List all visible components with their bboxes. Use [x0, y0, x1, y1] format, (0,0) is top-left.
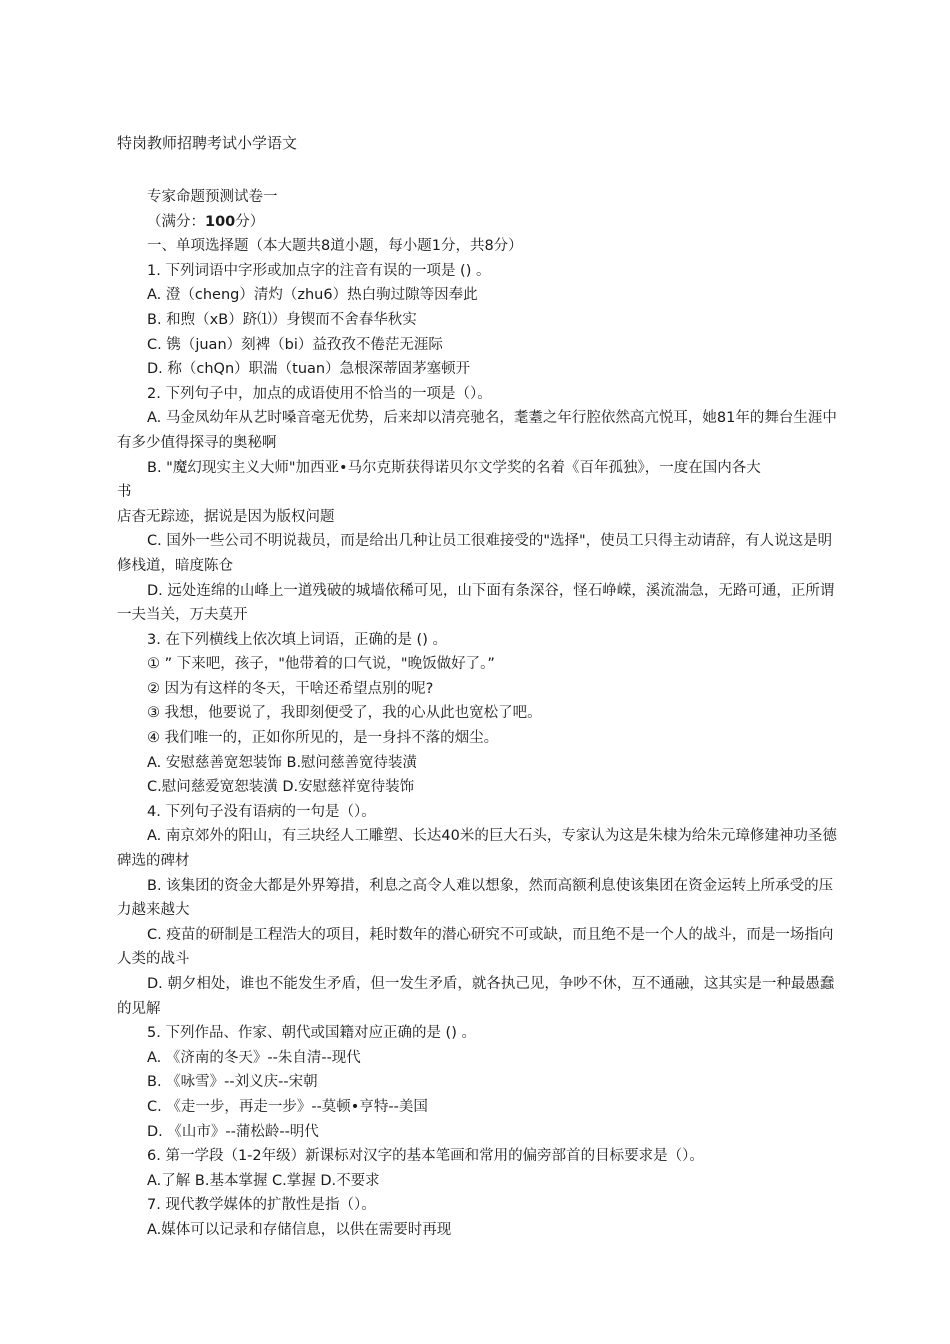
score-note: [117, 210, 837, 235]
question-3-options-ab: A. 安慰慈善宽恕装饰 B.慰问慈善宽待装潢: [147, 754, 418, 771]
question-2-option-c: C. 国外一些公司不明说裁员，而是给出几种让员工很难接受的"选择"，使员工只得主动请辞，有人说这是明修栈道，暗度陈仓: [117, 533, 833, 574]
question-4-option-b: B. 该集团的资金大都是外界筹措，利息之高令人难以想象，然而高额利息使该集团在资金运转上所承受的压力越来越大: [117, 877, 834, 919]
question-2-option-b-line3: 店杳无踪迹，据说是因为版权问题: [117, 508, 335, 525]
document-title: 特岗教师招聘考试小学语文: [117, 134, 298, 152]
score-prefix: （满分：: [147, 213, 205, 230]
question-3-sentence-2: ② 因为有这样的冬天，干啥还希望点别的呢?: [147, 680, 434, 697]
section-header: 一、单项选择题（本大题共8道小题，每小题1分，共8分）: [147, 238, 523, 255]
score-value: 100: [205, 213, 236, 230]
question-3-sentence-3: ③ 我想，他要说了，我即刻便受了，我的心从此也宽松了吧。: [147, 705, 542, 722]
document-body: [117, 185, 837, 1243]
question-1-option-b: B. 和煦（xB）跻⑴）身锲而不舍春华秋实: [147, 311, 417, 328]
question-2-option-d: D. 远处连绵的山峰上一道残破的城墙依稀可见，山下面有条深谷，怪石峥嵘，溪流湍急，无路可通，正所谓一夫当关，万夫莫开: [117, 582, 835, 624]
question-4-stem: 4. 下列句子没有语病的一句是（）。: [147, 803, 376, 820]
question-3-options-cd: C.慰问慈爱宽恕装潢 D.安慰慈祥宽待装饰: [147, 779, 415, 796]
question-1-option-a: A. 澄（cheng）清灼（zhu6）热白驹过隙等因奉此: [147, 287, 478, 304]
question-3-stem: 3. 在下列横线上依次填上词语，正确的是 () 。: [147, 631, 447, 648]
question-2-option-b-line1: B. "魔幻现实主义大师"加西亚•马尔克斯获得诺贝尔文学奖的名着《百年孤独》，一度在国内各大: [147, 459, 761, 476]
question-1-option-c: C. 镌（juan）刻裨（bi）益孜孜不倦茫无涯际: [147, 336, 443, 353]
question-4-option-c: C. 疫苗的研制是工程浩大的项目，耗时数年的潜心研究不可或缺，而且绝不是一个人的战斗，而是一场指向人类的战斗: [117, 926, 834, 968]
question-6-options: A.了解 B.基本掌握 C.掌握 D.不要求: [147, 1172, 380, 1189]
question-5-option-a: A. 《济南的冬天》--朱自清--现代: [147, 1049, 361, 1066]
question-1-stem: 1. 下列词语中字形或加点字的注音有误的一项是 () 。: [147, 262, 491, 279]
question-2-option-a: A. 马金凤幼年从艺时嗓音毫无优势，后来却以清亮驰名，耄耋之年行腔依然高亢悦耳，她81年的舞台生涯中有多少值得探寻的奥秘啊: [117, 410, 837, 451]
question-5-option-c: C. 《走一步，再走一步》--莫顿•亨特--美国: [147, 1098, 428, 1115]
question-3-sentence-1: ① ” 下来吧，孩子，"他带着的口气说，"晚饭做好了。”: [147, 656, 495, 673]
question-7-option-a: A.媒体可以记录和存储信息，以供在需要时再现: [147, 1221, 452, 1238]
question-4-option-d: D. 朝夕相处，谁也不能发生矛盾，但一发生矛盾，就各执己见，争吵不休，互不通融，这其实是一种最愚蠢的见解: [117, 976, 835, 1017]
question-7-stem: 7. 现代教学媒体的扩散性是指（）。: [147, 1197, 376, 1214]
question-5-stem: 5. 下列作品、作家、朝代或国籍对应正确的是 () 。: [147, 1025, 476, 1042]
question-2-stem: 2. 下列句子中，加点的成语使用不恰当的一项是（）。: [147, 385, 492, 402]
question-5-option-d: D. 《山市》--蒲松龄--明代: [147, 1123, 319, 1140]
question-4-option-a: A. 南京郊外的阳山，有三块经人工雕塑、长达40米的巨大石头，专家认为这是朱棣为给朱元璋修建神功圣德碑选的碑材: [117, 828, 837, 870]
question-1-option-d: D. 称（chQn）职湍（tuan）急根深蒂固茅塞顿开: [147, 361, 471, 378]
question-3-sentence-4: ④ 我们唯一的，正如你所见的，是一身抖不落的烟尘。: [147, 730, 499, 747]
score-suffix: 分）: [235, 213, 265, 230]
exam-subtitle: 专家命题预测试卷一: [147, 189, 278, 205]
question-5-option-b: B. 《咏雪》--刘义庆--宋朝: [147, 1074, 318, 1091]
question-2-option-b-line2: 书: [117, 484, 132, 501]
question-6-stem: 6. 第一学段（1-2年级）新课标对汉字的基本笔画和常用的偏旁部首的目标要求是（）。: [147, 1148, 704, 1165]
